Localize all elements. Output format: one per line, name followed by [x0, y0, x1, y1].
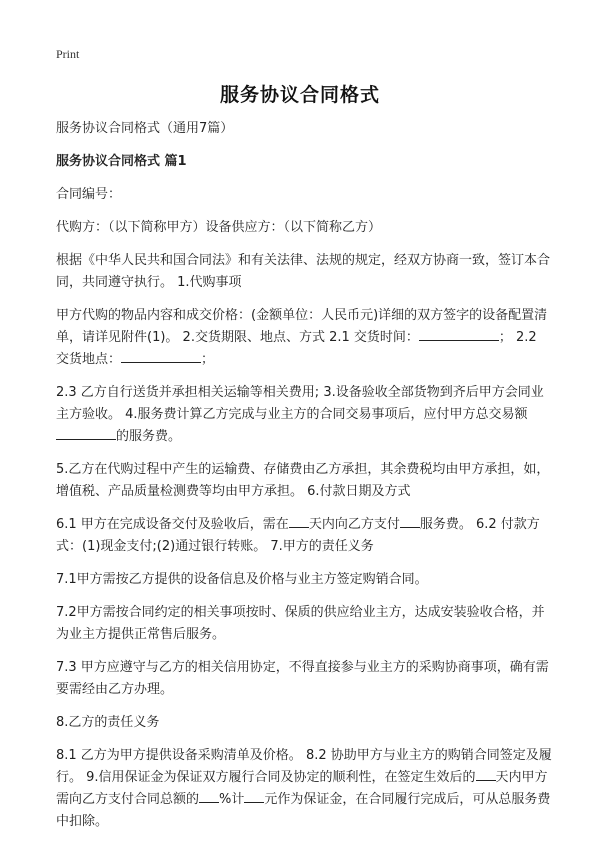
- paragraph-text: 元作为保证金，在合同履行完成后，可从总服务费中扣除。: [56, 792, 551, 829]
- fill-blank: [400, 514, 420, 528]
- parties-line: 代购方：（以下简称甲方）设备供应方：（以下简称乙方）: [56, 220, 382, 235]
- paragraph-text: 天内甲方需向乙方支付合同总额的: [56, 770, 548, 807]
- paragraph-text: 甲方代购的物品内容和成交价格：(金额单位：人民币元)详细的双方签字的设备配置清单，请详见附件(1)。 2.交货期限、地点、方式 2.1 交货时间：: [56, 308, 548, 345]
- paragraph-text: 天内向乙方支付: [308, 517, 400, 532]
- clause-8-1: [56, 745, 552, 833]
- paragraph-text: ；: [201, 352, 215, 367]
- paragraph-text: 6.1 甲方在完成设备交付及验收后，需在: [56, 517, 289, 532]
- contract-number-line: 合同编号：: [56, 187, 122, 202]
- fill-blank: [199, 789, 219, 803]
- content-paragraph: [56, 305, 552, 371]
- clause-7-2: 7.2甲方需按合同约定的相关事项按时、保质的供应给业主方，达成安装验收合格，并为业主方提供正常售后服务。: [56, 605, 545, 642]
- clause-7-1: 7.1甲方需按乙方提供的设备信息及价格与业主方签定购销合同。: [56, 572, 428, 587]
- document-subtitle: 服务协议合同格式（通用7篇）: [56, 121, 234, 136]
- fill-blank: [244, 789, 264, 803]
- delivery-paragraph: [56, 382, 552, 448]
- document-title: 服务协议合同格式: [219, 84, 380, 106]
- paragraph-text: 服务费。 6.2 付款方式：(1)现金支付;(2)通过银行转账。 7.甲方的责任义务: [56, 517, 540, 554]
- payment-paragraph: [56, 514, 552, 558]
- print-label: Print: [56, 47, 80, 61]
- clause-7-3: 7.3 甲方应遵守与乙方的相关信用协定，不得直接参与业主方的采购协商事项，确有需要需经由乙方办理。: [56, 660, 549, 697]
- clause-8: 8.乙方的责任义务: [56, 715, 160, 730]
- fill-blank: [121, 349, 201, 363]
- paragraph-text: 的服务费。: [116, 429, 182, 444]
- document-body: [56, 118, 552, 844]
- paragraph-text: ； 2.2 交货地点：: [56, 330, 537, 367]
- basis-paragraph: 根据《中华人民共和国合同法》和有关法律、法规的规定，经双方协商一致，签订本合同，共同遵守执行。 1.代购事项: [56, 253, 551, 290]
- fees-paragraph: 5.乙方在代购过程中产生的运输费、存储费由乙方承担，其余费税均由甲方承担，如，增值税、产品质量检测费等均由甲方承担。 6.付款日期及方式: [56, 462, 550, 499]
- paragraph-text: 2.3 乙方自行送货并承担相关运输等相关费用; 3.设备验收全部货物到齐后甲方会同业主方验收。 4.服务费计算乙方完成与业主方的合同交易事项后，应付甲方总交易额: [56, 385, 544, 422]
- fill-blank: [476, 767, 496, 781]
- paragraph-text: 8.1 乙方为甲方提供设备采购清单及价格。 8.2 协助甲方与业主方的购销合同签定及履行。 9.信用保证金为保证双方履行合同及协定的顺利性，在签定生效后的: [56, 748, 552, 785]
- fill-blank: [56, 426, 116, 440]
- fill-blank: [419, 327, 499, 341]
- paragraph-text: %计: [219, 792, 245, 807]
- section-heading: 服务协议合同格式 篇1: [56, 154, 187, 169]
- fill-blank: [289, 514, 309, 528]
